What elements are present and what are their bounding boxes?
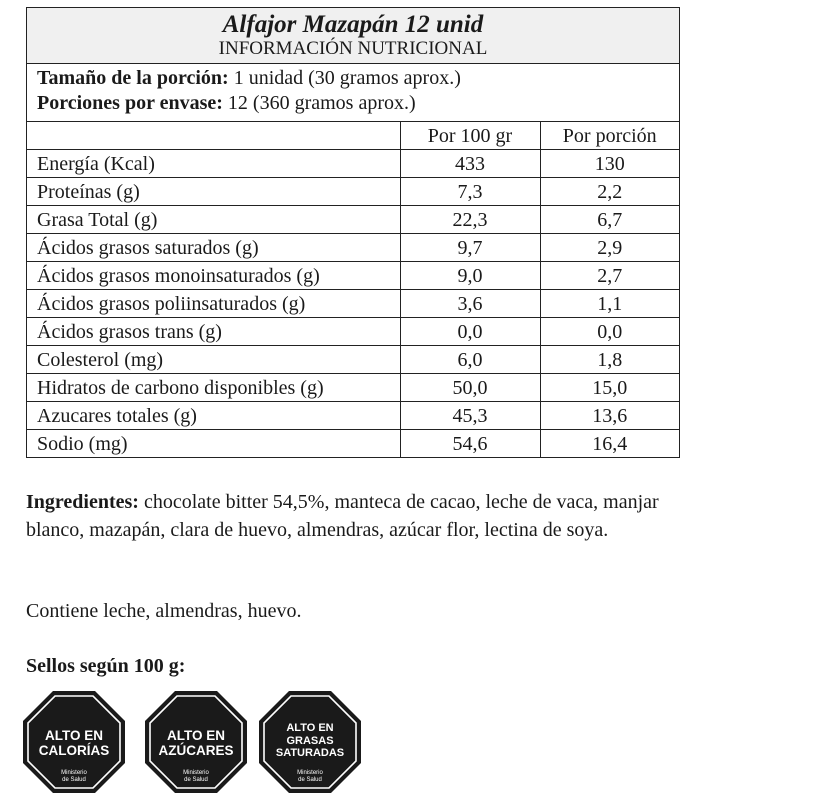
nutrient-name: Azucares totales (g) (27, 402, 400, 430)
table-row (27, 206, 679, 234)
table-header-row (27, 122, 679, 150)
table-row (27, 346, 679, 374)
seal-ministry-line-2: de Salud (62, 776, 86, 783)
seal-line-1: ALTO EN (166, 728, 225, 743)
value-per-100g: 0,0 (400, 318, 540, 346)
seal-label (22, 728, 126, 758)
table-header-empty (27, 122, 400, 150)
seal-high-saturated-fat (258, 690, 362, 794)
seal-ministry-line-1: Ministerio (297, 770, 323, 776)
value-per-100g: 22,3 (400, 206, 540, 234)
nutrient-name: Hidratos de carbono disponibles (g) (27, 374, 400, 402)
table-row (27, 234, 679, 262)
allergens-text: Contiene leche, almendras, huevo. (26, 600, 302, 622)
value-per-serving: 15,0 (540, 374, 679, 402)
servings-value: 12 (360 gramos aprox.) (222, 92, 416, 114)
value-per-100g: 9,0 (400, 262, 540, 290)
nutrient-name: Ácidos grasos poliinsaturados (g) (27, 290, 400, 318)
seal-line-1: ALTO EN (286, 722, 334, 734)
value-per-100g: 6,0 (400, 346, 540, 374)
value-per-100g: 3,6 (400, 290, 540, 318)
value-per-serving: 1,8 (540, 346, 679, 374)
value-per-serving: 2,2 (540, 178, 679, 206)
servings-line (37, 91, 679, 116)
table-row (27, 290, 679, 318)
label-header (27, 8, 679, 64)
seal-ministry-line-1: Ministerio (61, 770, 87, 776)
value-per-100g: 7,3 (400, 178, 540, 206)
table-row (27, 374, 679, 402)
value-per-serving: 130 (540, 150, 679, 178)
nutrition-label (26, 7, 680, 458)
value-per-serving: 2,9 (540, 234, 679, 262)
ingredients-list: chocolate bitter 54,5%, manteca de cacao, leche de vaca, manjar blanco, mazapán, clara de huevo, almendras, azúcar flor, lectina de soya. (26, 491, 659, 541)
table-row (27, 178, 679, 206)
nutrient-name: Ácidos grasos saturados (g) (27, 234, 400, 262)
table-row (27, 262, 679, 290)
value-per-100g: 50,0 (400, 374, 540, 402)
table-header-per-serving: Por porción (540, 122, 679, 150)
nutrient-name: Ácidos grasos trans (g) (27, 318, 400, 346)
seal-ministry-line-1: Ministerio (183, 770, 209, 776)
nutrition-table (27, 122, 679, 457)
serving-size-value: 1 unidad (30 gramos aprox.) (228, 67, 461, 89)
seal-high-calories (22, 690, 126, 794)
value-per-100g: 433 (400, 150, 540, 178)
serving-size-line (37, 66, 679, 91)
seal-ministry (258, 770, 362, 783)
serving-info (27, 64, 679, 122)
value-per-100g: 9,7 (400, 234, 540, 262)
table-row (27, 150, 679, 178)
seal-ministry (22, 770, 126, 783)
table-header-per100: Por 100 gr (400, 122, 540, 150)
seal-line-1: ALTO EN (44, 728, 103, 743)
nutrient-name: Colesterol (mg) (27, 346, 400, 374)
seal-label (144, 728, 248, 758)
seals-title: Sellos según 100 g: (26, 655, 186, 677)
ingredients-text (26, 488, 706, 544)
table-row (27, 402, 679, 430)
product-title: Alfajor Mazapán 12 unid (222, 11, 484, 38)
value-per-serving: 2,7 (540, 262, 679, 290)
nutrient-name: Ácidos grasos monoinsaturados (g) (27, 262, 400, 290)
seal-ministry-line-2: de Salud (184, 776, 208, 783)
seal-line-2: CALORÍAS (38, 743, 110, 758)
nutrient-name: Energía (Kcal) (27, 150, 400, 178)
value-per-100g: 54,6 (400, 430, 540, 458)
value-per-serving: 1,1 (540, 290, 679, 318)
servings-label: Porciones por envase: (37, 92, 223, 114)
label-subtitle: INFORMACIÓN NUTRICIONAL (218, 38, 488, 59)
seal-line-2: AZÚCARES (158, 743, 234, 758)
seal-ministry-line-2: de Salud (298, 776, 322, 783)
value-per-serving: 0,0 (540, 318, 679, 346)
table-row (27, 430, 679, 458)
seal-label (258, 722, 362, 760)
nutrient-name: Grasa Total (g) (27, 206, 400, 234)
seal-line-3: SATURADAS (275, 747, 345, 759)
ingredients-label: Ingredientes: (26, 491, 139, 513)
value-per-serving: 16,4 (540, 430, 679, 458)
seal-line-2: GRASAS (286, 734, 334, 747)
nutrient-name: Proteínas (g) (27, 178, 400, 206)
serving-size-label: Tamaño de la porción: (37, 67, 229, 89)
value-per-serving: 6,7 (540, 206, 679, 234)
nutrient-name: Sodio (mg) (27, 430, 400, 458)
seal-ministry (144, 770, 248, 783)
value-per-serving: 13,6 (540, 402, 679, 430)
seal-high-sugar (144, 690, 248, 794)
value-per-100g: 45,3 (400, 402, 540, 430)
table-row (27, 318, 679, 346)
